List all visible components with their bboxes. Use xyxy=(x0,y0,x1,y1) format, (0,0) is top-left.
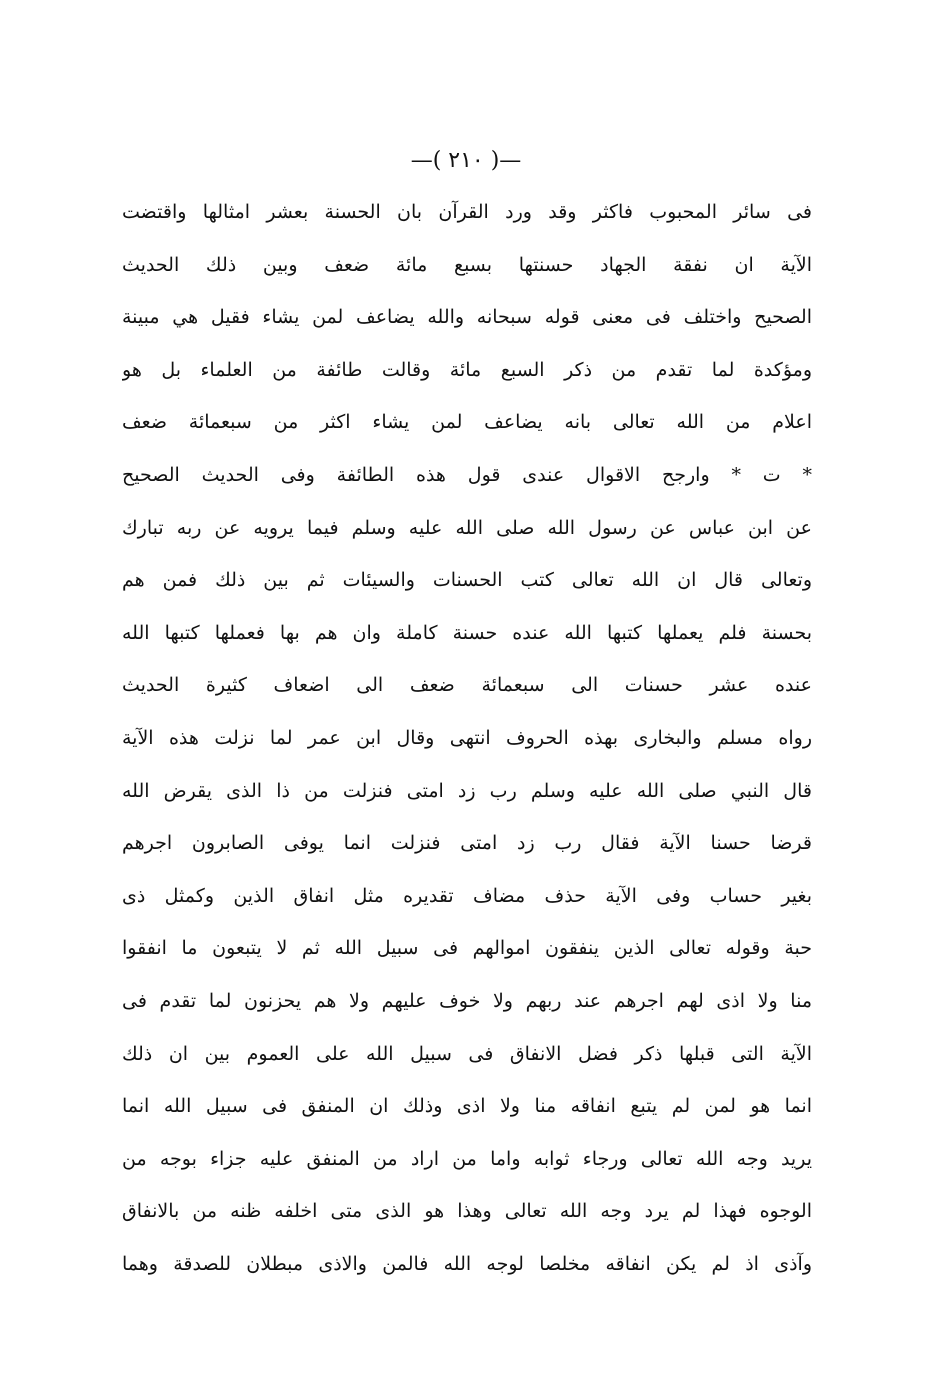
text-line: بحسنة فلم يعملها كتبها الله عنده حسنة كاملة وان هم بها فعملها كتبها الله xyxy=(122,621,812,644)
text-line: ومؤكدة لما تقدم من ذكر السبع مائة وقالت طائفة من العلماء بل هو xyxy=(122,358,812,381)
page-number: —( ٢١٠ )— xyxy=(410,148,522,173)
text-line: منا ولا اذى لهم اجرهم عند ربهم ولا خوف عليهم ولا هم يحزنون لما تقدم فى xyxy=(122,989,812,1012)
text-line: قال النبي صلى الله عليه وسلم رب زد امتى فنزلت من ذا الذى يقرض الله xyxy=(122,779,812,802)
text-line: عنده عشر حسنات الى سبعمائة ضعف الى اضعاف كثيرة الحديث xyxy=(122,674,812,697)
text-line: وآذى اذ لم يكن انفاقه مخلصا لوجه الله فالمن والاذى مبطلان للصدقة وهما xyxy=(122,1252,812,1275)
text-line: الوجوه فهذا لم يرد وجه الله تعالى وهذا هو الذى متى اخلفه ظنه من بالانفاق xyxy=(122,1200,812,1223)
text-line: * ت * وارجح الاقوال عندى قول هذه الطائفة وفى الحديث الصحيح xyxy=(122,463,812,486)
body-text xyxy=(122,186,812,1290)
text-line: عن ابن عباس عن رسول الله صلى الله عليه وسلم فيما يرويه عن ربه تبارك xyxy=(122,516,812,539)
text-line: فى سائر المحبوب فاكثر وقد ورد القرآن بان الحسنة بعشر امثالها واقتضت xyxy=(122,201,812,223)
text-line: حبة وقوله تعالى الذين ينفقون اموالهم فى سبيل الله ثم لا يتبعون ما انفقوا xyxy=(122,937,812,960)
text-line: انما هو لمن لم يتبع انفاقه منا ولا اذى وذلك ان المنفق فى سبيل الله انما xyxy=(122,1095,812,1118)
text-line: وتعالى قال ان الله تعالى كتب الحسنات والسيئات ثم بين ذلك فمن هم xyxy=(122,569,812,592)
text-line: الآية التى قبلها ذكر فضل الانفاق فى سبيل الله على العموم بين ان ذلك xyxy=(122,1042,812,1065)
text-line: الآية ان نفقة الجهاد حسنتها بسبع مائة ضعف وبين ذلك الحديث xyxy=(122,253,812,276)
text-line: الصحيح واختلف فى معنى قوله سبحانه والله يضاعف لمن يشاء فقيل هي مبينة xyxy=(122,306,812,329)
text-line: قرضا حسنا الآية فقال رب زد امتى فنزلت انما يوفى الصابرون اجرهم xyxy=(122,832,812,855)
text-line: بغير حساب وفى الآية حذف مضاف تقديره مثل انفاق الذين وكمثل ذى xyxy=(122,884,812,907)
text-line: رواه مسلم والبخارى بهذه الحروف انتهى وقال ابن عمر لما نزلت هذه الآية xyxy=(122,726,812,749)
text-line: اعلام من الله تعالى بانه يضاعف لمن يشاء اكثر من سبعمائة ضعف xyxy=(122,411,812,434)
text-line: يريد وجه الله تعالى ورجاء ثوابه واما من اراد من المنفق عليه جزاء بوجه من xyxy=(122,1147,812,1170)
